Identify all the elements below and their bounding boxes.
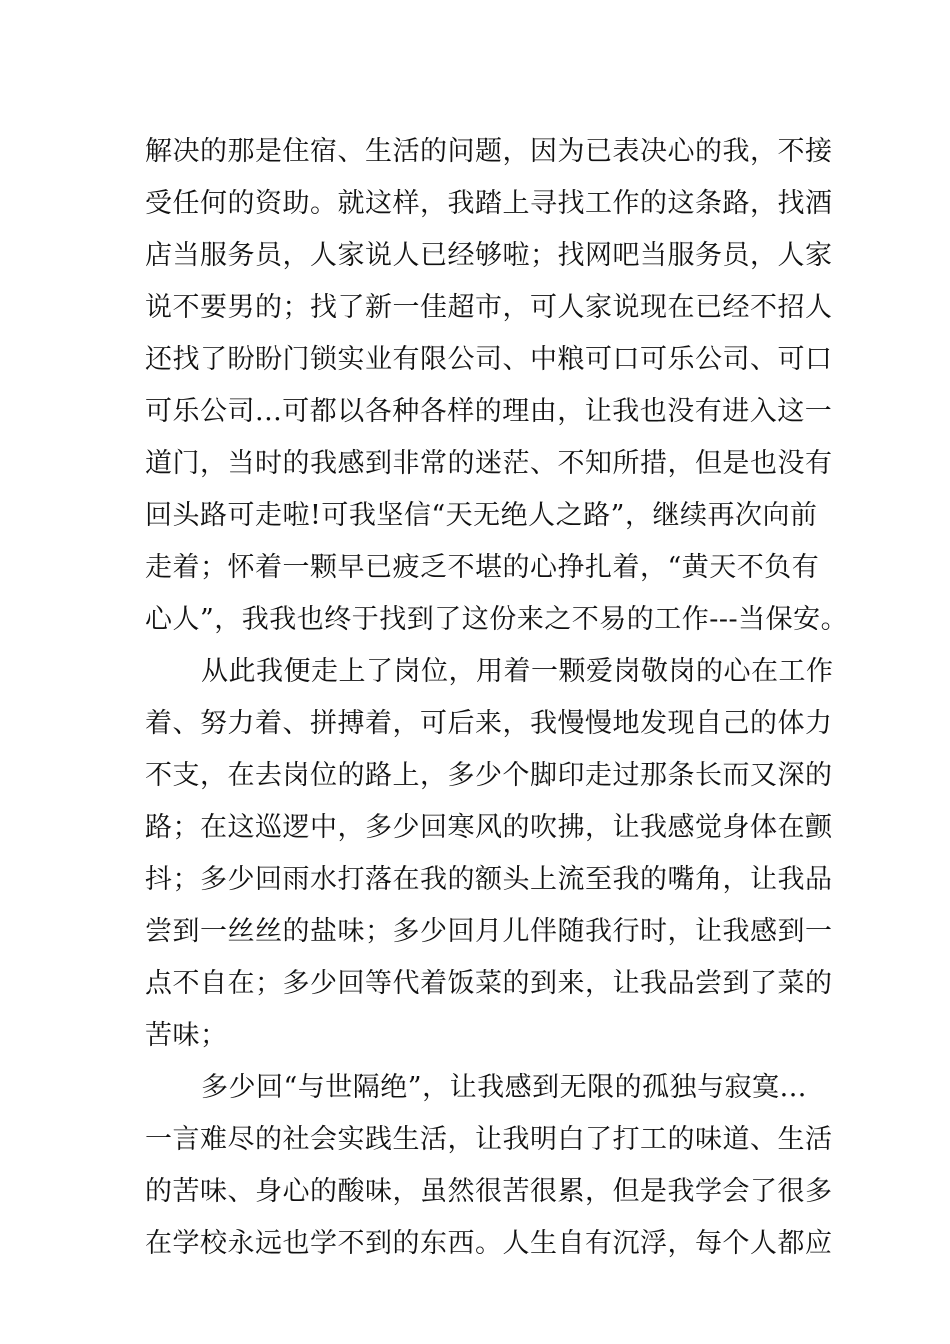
text-line: 受任何的资助。就这样，我踏上寻找工作的这条路，找酒 [145,188,833,219]
text-line: 道门，当时的我感到非常的迷茫、不知所措，但是也没有 [145,448,833,479]
text-line: 一言难尽的社会实践生活，让我明白了打工的味道、生活 [145,1124,833,1155]
text-line: 心人”，我我也终于找到了这份来之不易的工作---当保安。 [145,604,849,635]
text-line: 抖；多少回雨水打落在我的额头上流至我的嘴角，让我品 [145,864,833,895]
text-line: 走着；怀着一颗早已疲乏不堪的心挣扎着，“黄天不负有 [145,552,820,583]
text-line: 还找了盼盼门锁实业有限公司、中粮可口可乐公司、可口 [145,344,833,375]
text-line: 说不要男的；找了新一佳超市，可人家说现在已经不招人 [145,292,833,323]
text-line: 在学校永远也学不到的东西。人生自有沉浮，每个人都应 [145,1228,833,1259]
text-line: 苦味； [145,1020,228,1051]
text-line: 尝到一丝丝的盐味；多少回月儿伴随我行时，让我感到一 [145,916,833,947]
text-line: 路；在这巡逻中，多少回寒风的吹拂，让我感觉身体在颤 [145,812,833,843]
text-line: 的苦味、身心的酸味，虽然很苦很累，但是我学会了很多 [145,1176,833,1207]
body-text [145,126,849,1270]
text-line: 店当服务员，人家说人已经够啦；找网吧当服务员，人家 [145,240,833,271]
text-line: 着、努力着、拼搏着，可后来，我慢慢地发现自己的体力 [145,708,833,739]
paragraph-start-line: 多少回“与世隔绝”，让我感到无限的孤独与寂寞... [201,1072,807,1103]
text-line: 回头路可走啦!可我坚信“天无绝人之路”，继续再次向前 [145,500,818,531]
text-line: 解决的那是住宿、生活的问题，因为已表决心的我，不接 [145,136,833,167]
text-line: 点不自在；多少回等代着饭菜的到来，让我品尝到了菜的 [145,968,833,999]
text-line: 不支，在去岗位的路上，多少个脚印走过那条长而又深的 [145,760,833,791]
text-line: 可乐公司...可都以各种各样的理由，让我也没有进入这一 [145,396,833,427]
paragraph-start-line: 从此我便走上了岗位，用着一颗爱岗敬岗的心在工作 [201,656,834,687]
